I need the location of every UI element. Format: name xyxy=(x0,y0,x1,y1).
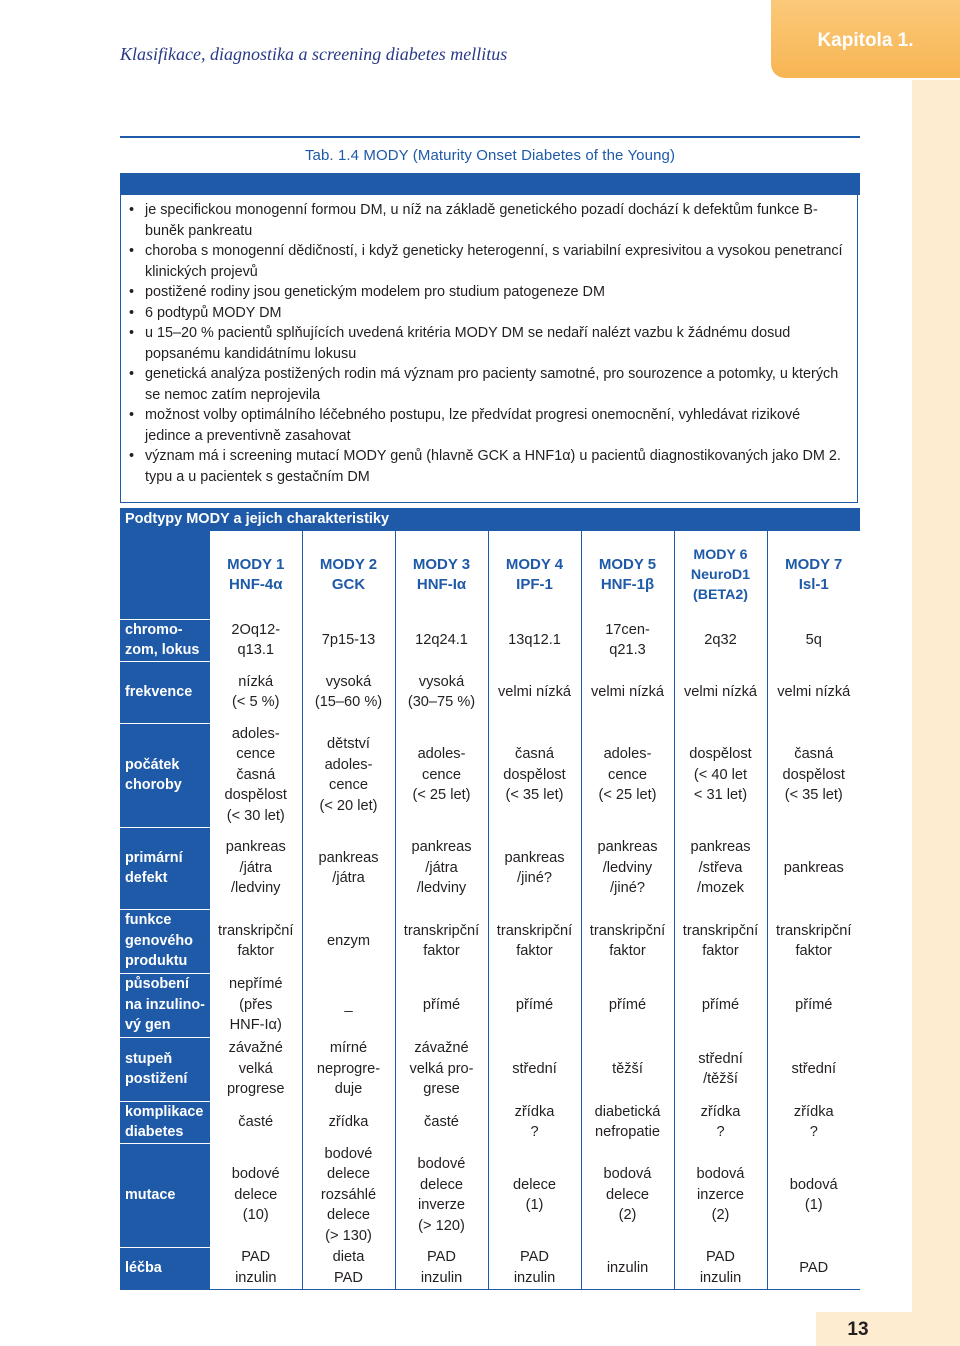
cell-line: bodové xyxy=(417,1156,466,1172)
row-label xyxy=(120,1247,210,1289)
cell-line: < 31 let) xyxy=(693,787,748,804)
table-cell xyxy=(395,619,488,661)
cell-line: (přes xyxy=(239,996,273,1013)
cell-line: bodová xyxy=(696,1166,745,1183)
cell-line: (10) xyxy=(242,1207,269,1224)
table-cell xyxy=(395,1247,488,1289)
cell-line: 17cen- xyxy=(605,621,650,638)
cell-line: střední xyxy=(512,1060,557,1077)
cell-line: primární xyxy=(125,849,183,866)
cell-line: pankreas xyxy=(225,839,286,856)
bullet-item: • význam má i screening mutací MODY genů (hlavně GCK a HNF1α) u pacientů diagnostikovaných jako DM 2. typu a u pacientek s gestačním DM xyxy=(125,446,847,487)
cell-line: bodová xyxy=(789,1176,838,1193)
table-cell xyxy=(302,973,395,1037)
cell-line: inzulin xyxy=(235,1269,277,1286)
cell-line: NeuroD1 xyxy=(690,567,751,583)
table-row xyxy=(120,1247,860,1289)
bullet-item: • možnost volby optimálního léčebného postupu, lze předvídat progresi onemocnění, vyhledávat rizikové jedince a preventivně zasahovat xyxy=(125,405,847,446)
cell-line: stupeň xyxy=(125,1050,173,1067)
cell-line: působení xyxy=(125,976,189,993)
cell-line: zřídka xyxy=(793,1103,834,1120)
table-cell xyxy=(767,723,860,827)
table-cell xyxy=(488,1101,581,1143)
cell-line: MODY 7 xyxy=(785,555,843,573)
cell-line: neprogre- xyxy=(316,1060,381,1077)
table-cell xyxy=(302,723,395,827)
cell-line: dospělost xyxy=(503,766,566,783)
cell-line: /ledviny xyxy=(231,880,281,897)
cell-line: transkripční xyxy=(218,922,294,939)
cell-line: (1) xyxy=(804,1197,823,1213)
row-label xyxy=(120,827,210,909)
cell-line: (1) xyxy=(525,1197,544,1213)
cell-line: /mozek xyxy=(696,880,745,897)
cell-line: faktor xyxy=(237,943,274,959)
table-cell xyxy=(581,1247,674,1289)
subtypes-table-title-bar xyxy=(120,508,860,531)
column-header xyxy=(488,531,581,619)
cell-line: /ledviny xyxy=(416,880,467,897)
cell-line: /ledviny xyxy=(602,859,653,876)
bullet-item: • genetická analýza postižených rodin má význam pro pacienty samotné, pro sourozence a potomky, u kterých se nemoc zatím neprojevila xyxy=(125,364,847,405)
table-cell xyxy=(767,973,860,1037)
cell-line: velmi nízká xyxy=(591,683,664,700)
bullet-item: • u 15–20 % pacientů splňujících uvedená kritéria MODY DM se nedaří nalézt vazbu k žádnému dosud popsanému kandidátnímu lokusu xyxy=(125,323,847,364)
cell-line: faktor xyxy=(516,943,553,959)
table-cell xyxy=(302,1143,395,1247)
cell-line: časná xyxy=(236,766,276,783)
cell-line: nefropatie xyxy=(595,1124,660,1140)
cell-line: transkripční xyxy=(496,922,573,939)
bullet-item: • je specifickou monogenní formou DM, u níž na základě genetického pozadí dochází k defektům funkce B-buněk pankreatu xyxy=(125,200,847,241)
cell-line: chromo- xyxy=(125,621,183,638)
table-cell xyxy=(581,827,674,909)
cell-line: MODY 3 xyxy=(412,555,471,573)
cell-line: velmi nízká xyxy=(777,683,851,700)
cell-line: velká pro- xyxy=(409,1060,474,1077)
cell-line: MODY 1 xyxy=(227,555,285,573)
table-cell xyxy=(767,1101,860,1143)
cell-line: (< 20 let) xyxy=(319,797,378,814)
subtypes-table-title: Podtypy MODY a jejich charakteristiky xyxy=(125,511,390,527)
cell-line: 2q32 xyxy=(704,631,737,648)
table-cell xyxy=(674,1143,767,1247)
cell-line: (< 25 let) xyxy=(412,787,471,804)
table-row xyxy=(120,909,860,973)
cell-line: ? xyxy=(716,1124,725,1140)
cell-line: delece xyxy=(419,1176,463,1193)
table-cell xyxy=(674,619,767,661)
table-cell xyxy=(488,619,581,661)
cell-line: diabetes xyxy=(125,1124,184,1140)
column-header xyxy=(395,531,488,619)
cell-line: inzerce xyxy=(696,1186,745,1203)
table-cell xyxy=(488,1037,581,1101)
cell-line: MODY 6 xyxy=(693,547,748,563)
table-cell xyxy=(581,723,674,827)
row-label xyxy=(120,973,210,1037)
table-cell xyxy=(395,1101,488,1143)
table-cell xyxy=(767,619,860,661)
cell-line: střední xyxy=(698,1050,743,1067)
cell-line: transkripční xyxy=(776,922,852,939)
cell-line: adoles- xyxy=(417,746,466,763)
table-cell xyxy=(674,1101,767,1143)
cell-line: funkce xyxy=(125,912,172,929)
cell-line: časná xyxy=(794,746,834,763)
cell-line: defekt xyxy=(125,870,168,886)
cell-line: /jiné? xyxy=(610,880,645,897)
table-cell xyxy=(302,1247,395,1289)
cell-line: 12q24.1 xyxy=(415,631,468,648)
cell-line: těžší xyxy=(612,1060,643,1077)
table-cell xyxy=(302,661,395,723)
cell-line: _ xyxy=(344,996,353,1013)
running-header-title: Klasifikace, diagnostika a screening diabetes mellitus xyxy=(120,44,508,64)
table-heading: Tab. 1.4 MODY (Maturity Onset Diabetes of the Young) xyxy=(120,136,860,174)
cell-line: 13q12.1 xyxy=(508,631,561,648)
cell-line: nepřímé xyxy=(228,976,283,993)
cell-line: cence xyxy=(608,766,647,783)
table-cell xyxy=(210,909,302,973)
cell-line: HNF-1β xyxy=(600,576,655,593)
cell-line: velmi nízká xyxy=(684,683,757,700)
cell-line: HNF-Iα xyxy=(416,576,467,593)
cell-line: delece xyxy=(234,1186,278,1203)
cell-line: genového xyxy=(125,932,193,949)
cell-line: adoles- xyxy=(231,725,280,742)
cell-line: pankreas xyxy=(411,839,472,856)
table-cell xyxy=(767,661,860,723)
cell-line: (> 130) xyxy=(325,1227,372,1244)
cell-line: počátek xyxy=(125,756,180,773)
table-cell xyxy=(395,661,488,723)
cell-line: vý gen xyxy=(125,1017,171,1034)
cell-line: pankreas xyxy=(597,839,658,856)
table-cell xyxy=(210,1101,302,1143)
cell-line: zřídka xyxy=(514,1103,555,1120)
cell-line: časté xyxy=(238,1113,274,1130)
cell-line: přímé xyxy=(608,996,647,1013)
cell-line: rozsáhlé xyxy=(320,1186,377,1203)
row-label xyxy=(120,619,210,661)
table-heading-band xyxy=(120,173,860,195)
cell-line: diabetická xyxy=(594,1103,661,1120)
table-cell xyxy=(767,1037,860,1101)
cell-line: (< 35 let) xyxy=(784,787,843,804)
column-header xyxy=(767,531,860,619)
cell-line: závažné xyxy=(228,1040,283,1057)
cell-line: Isl-1 xyxy=(798,576,829,593)
cell-line: cence xyxy=(236,746,276,763)
cell-line: frekvence xyxy=(125,683,193,700)
table-cell xyxy=(581,1143,674,1247)
cell-line: přímé xyxy=(515,996,554,1013)
cell-line: faktor xyxy=(702,943,739,959)
cell-line: vysoká xyxy=(325,673,372,690)
cell-line: (< 30 let) xyxy=(226,807,285,824)
cell-line: /jiné? xyxy=(517,870,552,886)
right-margin-strip xyxy=(912,80,960,1346)
table-cell xyxy=(302,1101,395,1143)
table-cell xyxy=(674,973,767,1037)
cell-line: velká xyxy=(238,1060,273,1077)
bullet-item: • choroba s monogenní dědičností, i když geneticky heterogenní, s variabilní expresivitou a vysokou penetrancí klinických projevů xyxy=(125,241,847,282)
page-number: 13 xyxy=(847,1319,869,1340)
cell-line: zom, lokus xyxy=(125,642,200,658)
cell-line: duje xyxy=(334,1081,363,1098)
row-label xyxy=(120,1143,210,1247)
table-cell xyxy=(767,1247,860,1289)
cell-line: (< 5 %) xyxy=(232,694,280,710)
table-cell xyxy=(210,973,302,1037)
bullet-box xyxy=(120,195,858,503)
cell-line: bodová xyxy=(603,1166,652,1183)
table-cell xyxy=(581,661,674,723)
cell-line: /játra xyxy=(239,859,272,876)
cell-line: choroby xyxy=(125,777,182,793)
table-row xyxy=(120,723,860,827)
cell-line: cence xyxy=(422,766,461,783)
cell-line: /játra xyxy=(425,859,458,876)
cell-line: přímé xyxy=(701,996,740,1013)
table-cell xyxy=(674,1037,767,1101)
row-label xyxy=(120,909,210,973)
bullet-item: • postižené rodiny jsou genetickým modelem pro studium patogeneze DM xyxy=(125,282,847,303)
row-label xyxy=(120,661,210,723)
cell-line: ? xyxy=(530,1124,539,1140)
cell-line: pankreas xyxy=(504,849,565,866)
cell-line: přímé xyxy=(795,996,833,1013)
table-row xyxy=(120,1037,860,1101)
cell-line: inverze xyxy=(417,1197,466,1213)
cell-line: IPF-1 xyxy=(516,576,553,593)
table-cell xyxy=(581,973,674,1037)
cell-line: PAD xyxy=(706,1249,735,1266)
table-cell xyxy=(210,1143,302,1247)
table-cell xyxy=(210,827,302,909)
cell-line: bodové xyxy=(324,1145,373,1162)
cell-line: závažné xyxy=(414,1040,469,1057)
cell-line: zřídka xyxy=(700,1103,741,1120)
cell-line: (2) xyxy=(618,1207,637,1224)
cell-line: (> 120) xyxy=(418,1217,465,1234)
table-cell xyxy=(488,973,581,1037)
cell-line: (2) xyxy=(711,1207,730,1224)
row-label xyxy=(120,1101,210,1143)
cell-line: pankreas xyxy=(783,859,844,876)
cell-line: (< 35 let) xyxy=(505,787,564,804)
table-cell xyxy=(581,1101,674,1143)
column-header xyxy=(210,531,302,619)
table-row xyxy=(120,619,860,661)
table-cell xyxy=(488,827,581,909)
cell-line: na inzulino- xyxy=(125,996,205,1013)
table-cell xyxy=(210,723,302,827)
cell-line: časté xyxy=(424,1113,459,1130)
cell-line: PAD xyxy=(520,1249,549,1266)
cell-line: bodové xyxy=(231,1166,280,1183)
table-cell xyxy=(674,1247,767,1289)
cell-line: HNF-Iα) xyxy=(229,1017,282,1034)
row-label xyxy=(120,1037,210,1101)
table-cell xyxy=(210,619,302,661)
table-cell xyxy=(395,1037,488,1101)
table-row xyxy=(120,1101,860,1143)
table-cell xyxy=(302,1037,395,1101)
table-cell xyxy=(674,723,767,827)
table-cell xyxy=(767,827,860,909)
table-cell xyxy=(581,909,674,973)
cell-line: inzulin xyxy=(606,1259,649,1276)
table-cell xyxy=(395,1143,488,1247)
cell-line: MODY 2 xyxy=(319,555,378,573)
cell-line: pankreas xyxy=(690,839,751,856)
cell-line: (30–75 %) xyxy=(407,694,476,710)
cell-line: inzulin xyxy=(513,1269,556,1286)
cell-line: PAD xyxy=(241,1249,271,1266)
cell-line: transkripční xyxy=(682,922,759,939)
cell-line: PAD xyxy=(334,1269,363,1286)
table-cell xyxy=(488,723,581,827)
bullet-item: • 6 podtypů MODY DM xyxy=(125,303,847,324)
table-cell xyxy=(674,909,767,973)
table-cell xyxy=(767,909,860,973)
table-cell xyxy=(674,827,767,909)
table-cell xyxy=(674,661,767,723)
cell-line: HNF-4α xyxy=(229,576,283,593)
cell-line: střední xyxy=(791,1060,837,1077)
table-cell xyxy=(581,619,674,661)
cell-line: delece xyxy=(326,1166,370,1183)
cell-line: (15–60 %) xyxy=(314,694,383,710)
cell-line: MODY 5 xyxy=(598,555,657,573)
cell-line: (< 25 let) xyxy=(598,787,657,804)
table-row xyxy=(120,1143,860,1247)
cell-line: delece xyxy=(326,1207,370,1224)
cell-line: dospělost xyxy=(782,766,845,783)
cell-line: MODY 4 xyxy=(505,555,564,573)
cell-line: faktor xyxy=(609,943,646,959)
cell-line: postižení xyxy=(125,1071,188,1087)
cell-line: mutace xyxy=(125,1186,176,1203)
table-cell xyxy=(395,723,488,827)
cell-line: q21.3 xyxy=(609,642,646,658)
cell-line: transkripční xyxy=(589,922,666,939)
cell-line: inzulin xyxy=(699,1269,742,1286)
cell-line: grese xyxy=(423,1081,460,1098)
table-cell xyxy=(767,1143,860,1247)
cell-line: q13.1 xyxy=(237,642,275,658)
table-cell xyxy=(302,909,395,973)
column-header xyxy=(674,531,767,619)
table-cell xyxy=(488,1143,581,1247)
cell-line: enzym xyxy=(327,932,370,949)
table-corner xyxy=(120,531,210,619)
cell-line: cence xyxy=(329,777,368,793)
cell-line: adoles- xyxy=(603,746,652,763)
cell-line: /střeva xyxy=(698,859,743,876)
cell-line: /játra xyxy=(332,870,365,886)
cell-line: PAD xyxy=(799,1259,829,1276)
cell-line: PAD xyxy=(427,1249,456,1266)
cell-line: zřídka xyxy=(328,1113,369,1130)
cell-line: adoles- xyxy=(324,756,373,773)
table-cell xyxy=(210,1037,302,1101)
cell-line: nízká xyxy=(238,673,274,690)
table-row xyxy=(120,973,860,1037)
table-cell xyxy=(210,1247,302,1289)
cell-line: delece xyxy=(512,1176,556,1193)
cell-line: (BETA2) xyxy=(693,587,748,603)
cell-line: faktor xyxy=(423,943,460,959)
table-cell xyxy=(210,661,302,723)
table-cell xyxy=(395,827,488,909)
table-cell xyxy=(395,909,488,973)
cell-line: mírné xyxy=(329,1040,368,1057)
cell-line: dospělost xyxy=(689,746,752,763)
cell-line: delece xyxy=(605,1186,649,1203)
cell-line: 5q xyxy=(805,631,822,648)
table-cell xyxy=(488,661,581,723)
cell-line: přímé xyxy=(422,996,461,1013)
table-cell xyxy=(395,973,488,1037)
table-cell xyxy=(581,1037,674,1101)
table-row xyxy=(120,827,860,909)
mody-subtypes-table xyxy=(120,531,860,1290)
table-cell xyxy=(302,827,395,909)
chapter-label: Kapitola 1. xyxy=(817,30,914,51)
cell-line: velmi nízká xyxy=(498,683,571,700)
cell-line: GCK xyxy=(331,576,366,593)
table-row xyxy=(120,661,860,723)
cell-line: progrese xyxy=(226,1081,285,1098)
cell-line: /těžší xyxy=(703,1071,738,1087)
cell-line: ? xyxy=(809,1124,818,1140)
cell-line: dospělost xyxy=(224,787,287,804)
cell-line: 2Oq12- xyxy=(231,621,281,638)
table-cell xyxy=(488,1247,581,1289)
chapter-tab xyxy=(771,0,960,78)
cell-line: transkripční xyxy=(403,922,480,939)
cell-line: 7p15-13 xyxy=(321,631,376,648)
cell-line: dětství xyxy=(327,736,370,752)
cell-line: produktu xyxy=(125,953,188,970)
cell-line: dieta xyxy=(332,1249,365,1266)
row-label xyxy=(120,723,210,827)
column-header xyxy=(302,531,395,619)
cell-line: (< 40 let xyxy=(693,766,748,783)
bullet-list xyxy=(125,200,847,487)
table-cell xyxy=(488,909,581,973)
cell-line: faktor xyxy=(795,943,832,959)
cell-line: léčba xyxy=(125,1259,162,1276)
cell-line: pankreas xyxy=(318,849,379,866)
cell-line: vysoká xyxy=(418,673,465,690)
cell-line: časná xyxy=(515,746,554,763)
table-cell xyxy=(302,619,395,661)
column-header xyxy=(581,531,674,619)
cell-line: inzulin xyxy=(420,1269,463,1286)
cell-line: komplikace xyxy=(125,1103,204,1120)
